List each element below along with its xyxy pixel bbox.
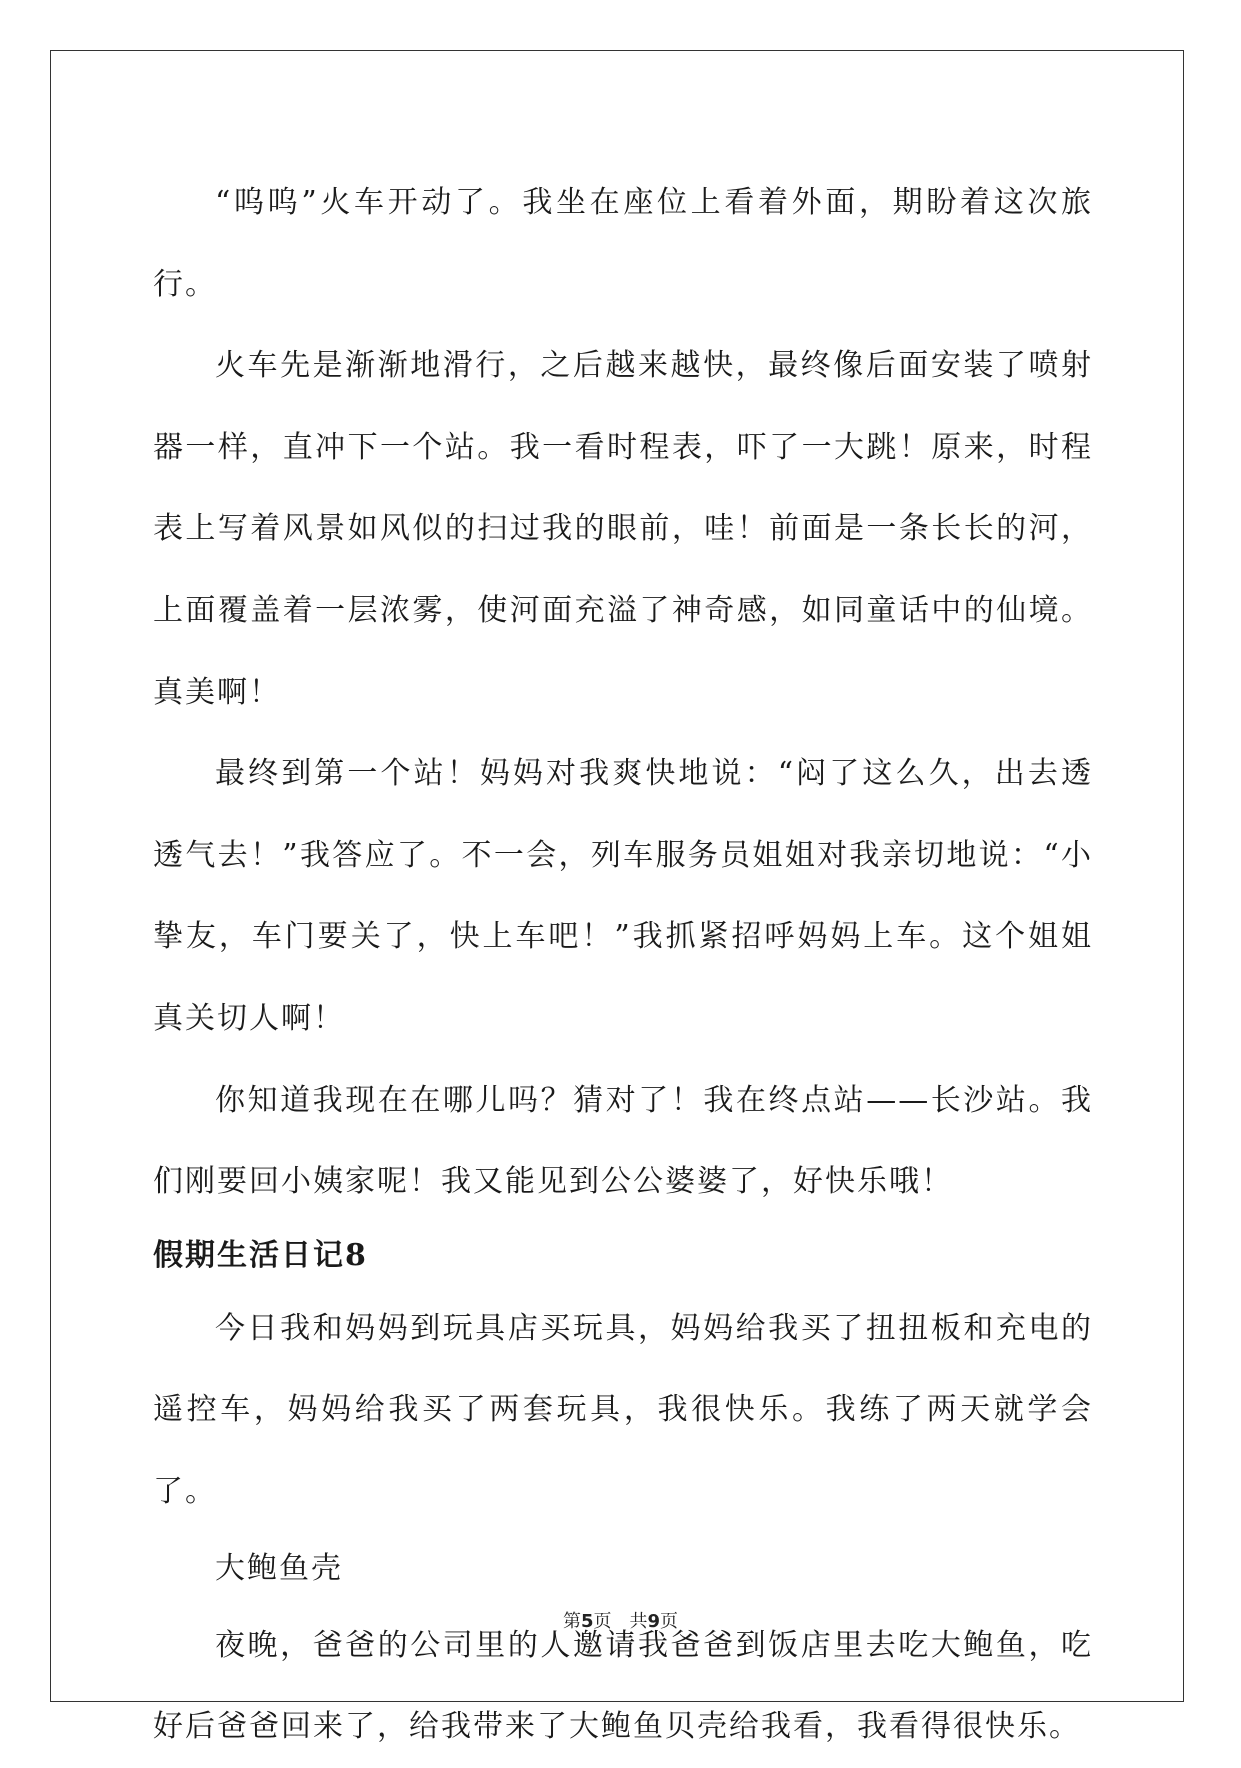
footer-middle: 页 共 <box>593 1611 648 1632</box>
footer-current-page: 5 <box>580 1611 594 1632</box>
paragraph-train-departure: “呜呜”火车开动了。我坐在座位上看着外面，期盼着这次旅行。 <box>153 185 1093 302</box>
subheading-abalone-shell: 大鲍鱼壳 <box>215 1550 343 1586</box>
document-body <box>153 162 1093 1768</box>
footer-prefix: 第 <box>562 1611 581 1632</box>
paragraph-first-station: 最终到第一个站！妈妈对我爽快地说：“闷了这么久，出去透透气去！”我答应了。不一会，列车服务员姐姐对我亲切地说：“小挚友，车门要关了，快上车吧！”我抓紧招呼妈妈上车。这个姐姐真关切人啊！ <box>153 756 1093 1036</box>
page-footer <box>0 1607 1241 1633</box>
paragraph-train-speed: 火车先是渐渐地滑行，之后越来越快，最终像后面安装了喷射器一样，直冲下一个站。我一看时程表，吓了一大跳！原来，时程表上写着风景如风似的扫过我的眼前，哇！前面是一条长长的河，上面覆盖着一层浓雾，使河面充溢了神奇感，如同童话中的仙境。真美啊！ <box>153 348 1093 710</box>
paragraph-toy-store: 今日我和妈妈到玩具店买玩具，妈妈给我买了扭扭板和充电的遥控车，妈妈给我买了两套玩具，我很快乐。我练了两天就学会了。 <box>153 1310 1093 1509</box>
footer-suffix: 页 <box>660 1611 679 1632</box>
paragraph-abalone-dinner: 夜晚，爸爸的公司里的人邀请我爸爸到饭店里去吃大鲍鱼，吃好后爸爸回来了，给我带来了大鲍鱼贝壳给我看，我看得很快乐。 <box>153 1627 1093 1745</box>
section-heading: 假期生活日记8 <box>153 1237 368 1273</box>
footer-total-pages: 9 <box>647 1611 661 1632</box>
paragraph-changsha-station: 你知道我现在在哪儿吗？猜对了！我在终点站——长沙站。我们刚要回小姨家呢！我又能见到公公婆婆了，好快乐哦！ <box>153 1082 1093 1200</box>
